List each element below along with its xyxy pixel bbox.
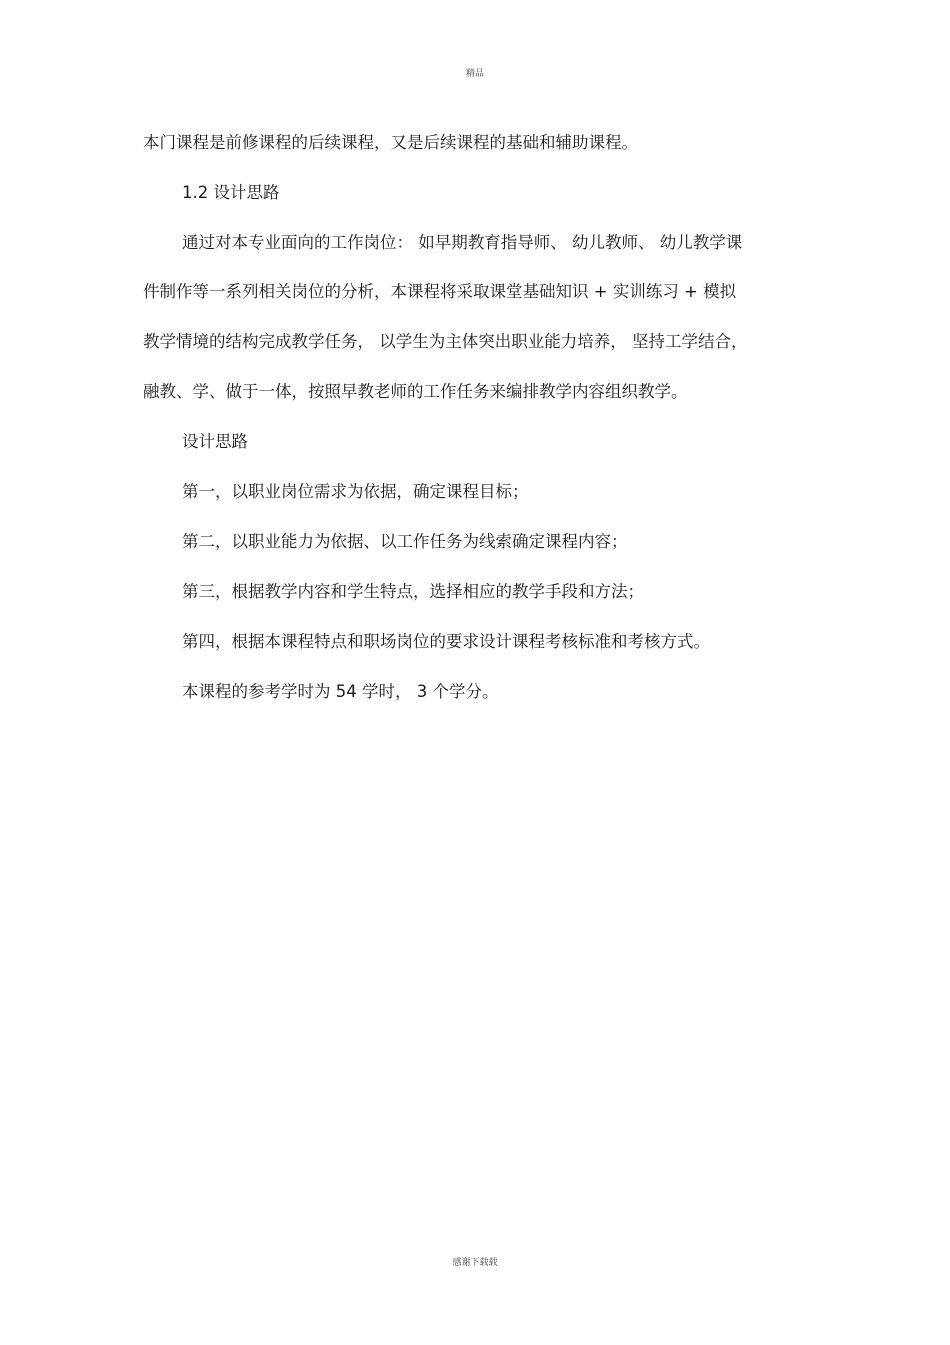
paragraph-line: 本门课程是前修课程的后续课程，又是后续课程的基础和辅助课程。	[143, 133, 638, 152]
page-header: 精品	[465, 69, 484, 79]
paragraph-line: 本课程的参考学时为 54 学时， 3 个学分。	[182, 682, 499, 701]
list-item: 第三，根据教学内容和学生特点，选择相应的教学手段和方法；	[182, 582, 644, 601]
list-item: 第一，以职业岗位需求为依据，确定课程目标；	[182, 482, 529, 501]
section-heading: 1.2 设计思路	[182, 183, 280, 202]
subheading: 设计思路	[182, 432, 248, 451]
paragraph-line: 融教、学、做于一体，按照早教老师的工作任务来编排教学内容组织教学。	[143, 382, 688, 401]
page-footer: 感谢下载载	[452, 1258, 498, 1268]
paragraph-line: 通过对本专业面向的工作岗位： 如早期教育指导师、 幼儿教师、 幼儿教学课	[182, 233, 743, 252]
list-item: 第四，根据本课程特点和职场岗位的要求设计课程考核标准和考核方式。	[182, 632, 710, 651]
list-item: 第二，以职业能力为依据、以工作任务为线索确定课程内容；	[182, 532, 628, 551]
paragraph-line: 件制作等一系列相关岗位的分析，本课程将采取课堂基础知识 + 实训练习 + 模拟	[143, 282, 737, 301]
paragraph-line: 教学情境的结构完成教学任务， 以学生为主体突出职业能力培养， 坚持工学结合，	[143, 332, 748, 351]
